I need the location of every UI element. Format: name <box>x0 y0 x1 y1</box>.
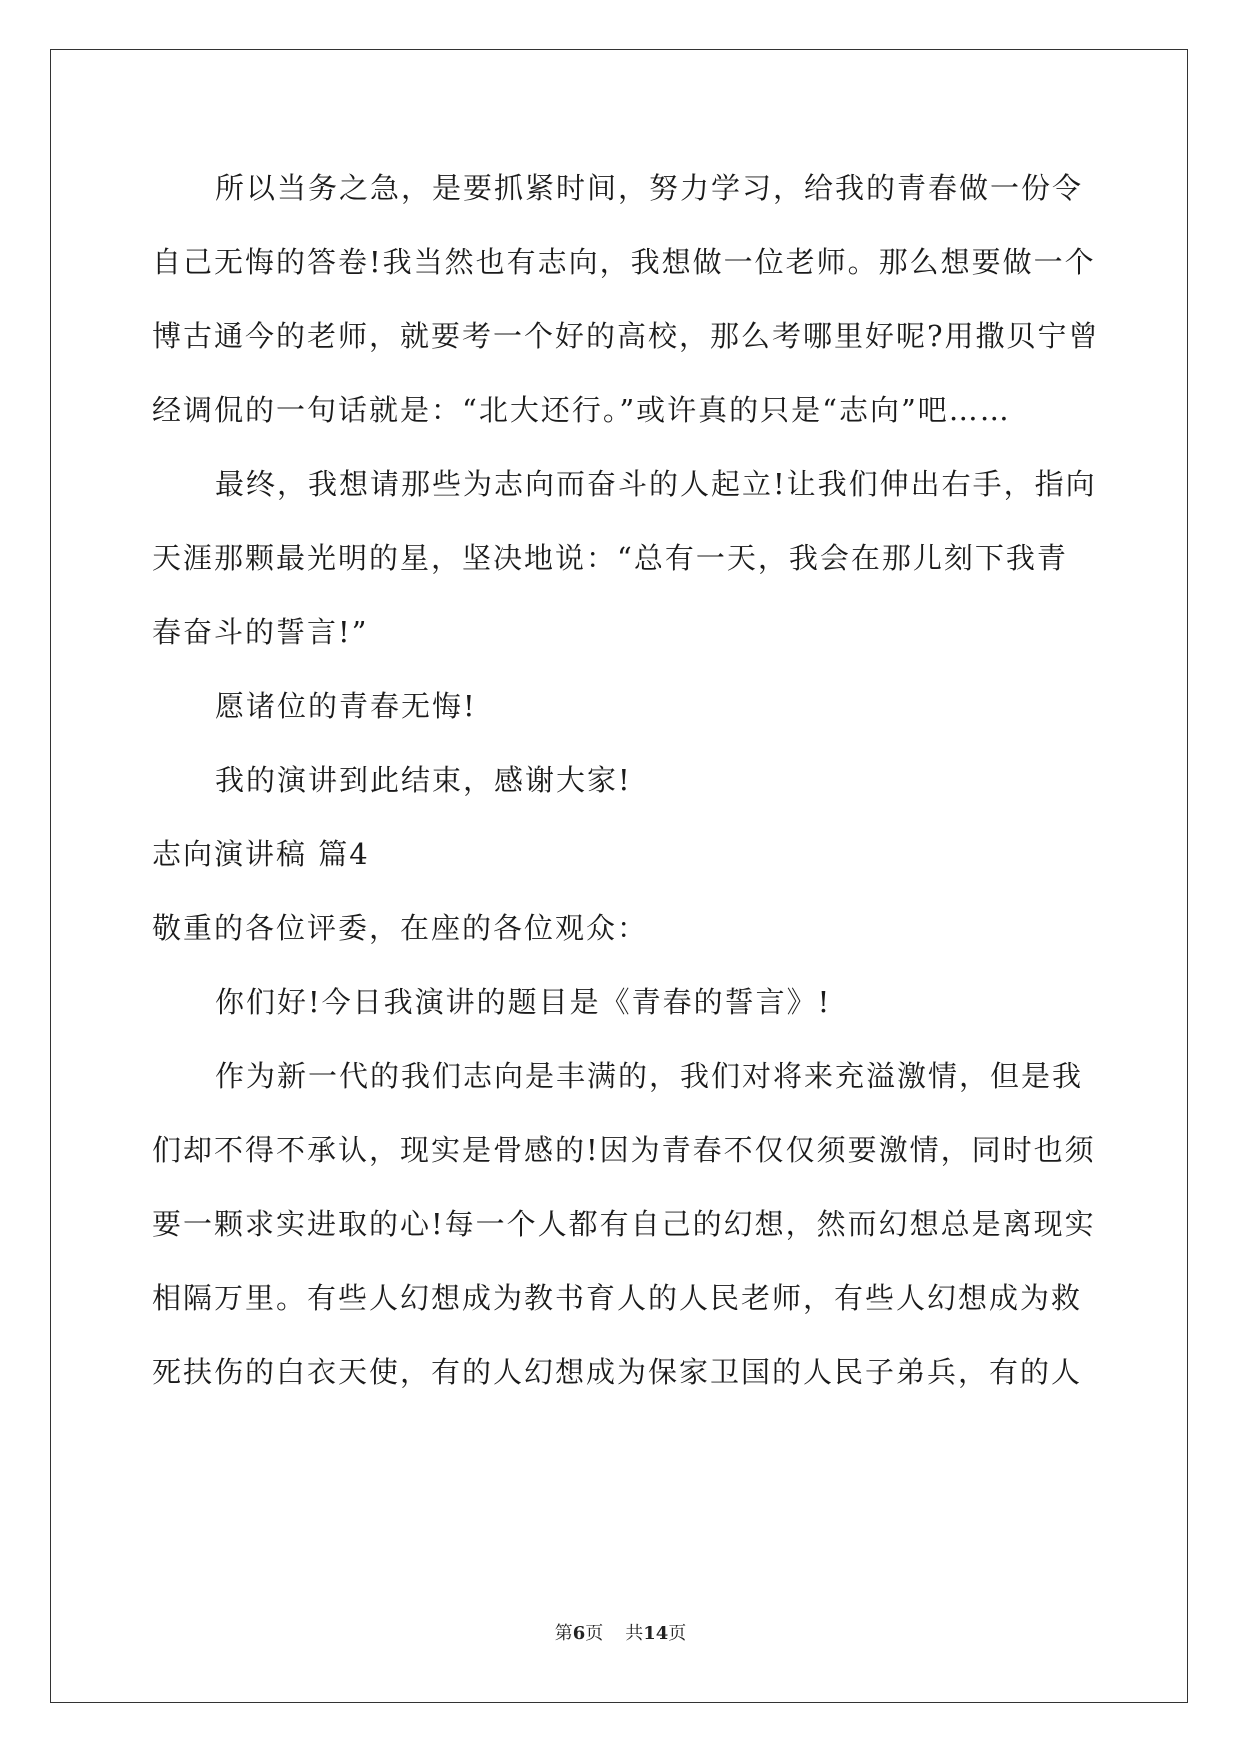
page-prefix: 第 <box>554 1623 573 1644</box>
page-suffix: 页 <box>585 1623 604 1644</box>
total-suffix: 页 <box>668 1623 687 1644</box>
salutation: 敬重的各位评委，在座的各位观众： <box>152 911 649 945</box>
paragraph-line: 要一颗求实进取的心!每一个人都有自己的幻想，然而幻想总是离现实 <box>152 1207 1096 1241</box>
paragraph-line: 天涯那颗最光明的星，坚决地说：“总有一天，我会在那儿刻下我青 <box>152 541 1068 575</box>
page-footer <box>0 1622 1241 1646</box>
paragraph-line: 最终，我想请那些为志向而奋斗的人起立!让我们伸出右手，指向 <box>215 467 1097 501</box>
total-pages: 14 <box>643 1623 669 1644</box>
page-border <box>50 49 1188 1703</box>
page-number: 6 <box>572 1623 586 1644</box>
section-heading: 志向演讲稿 篇4 <box>152 837 370 871</box>
paragraph-line: 博古通今的老师，就要考一个好的高校，那么考哪里好呢?用撒贝宁曾 <box>152 319 1100 353</box>
paragraph-line: 相隔万里。有些人幻想成为教书育人的人民老师，有些人幻想成为救 <box>152 1281 1083 1315</box>
paragraph-line: 愿诸位的青春无悔! <box>215 689 477 723</box>
paragraph-line: 自己无悔的答卷!我当然也有志向，我想做一位老师。那么想要做一个 <box>152 245 1096 279</box>
paragraph-line: 我的演讲到此结束，感谢大家! <box>215 763 632 797</box>
paragraph-line: 们却不得不承认，现实是骨感的!因为青春不仅仅须要激情，同时也须 <box>152 1133 1096 1167</box>
paragraph-line: 死扶伤的白衣天使，有的人幻想成为保家卫国的人民子弟兵，有的人 <box>152 1355 1083 1389</box>
paragraph-line: 春奋斗的誓言!” <box>152 615 369 649</box>
total-prefix: 共 <box>625 1623 644 1644</box>
paragraph-line: 你们好!今日我演讲的题目是《青春的誓言》! <box>215 985 832 1019</box>
paragraph-line: 作为新一代的我们志向是丰满的，我们对将来充溢激情，但是我 <box>215 1059 1084 1093</box>
paragraph-line: 所以当务之急，是要抓紧时间，努力学习，给我的青春做一份令 <box>215 171 1084 205</box>
paragraph-line: 经调侃的一句话就是：“北大还行。”或许真的只是“志向”吧…… <box>152 393 1011 427</box>
